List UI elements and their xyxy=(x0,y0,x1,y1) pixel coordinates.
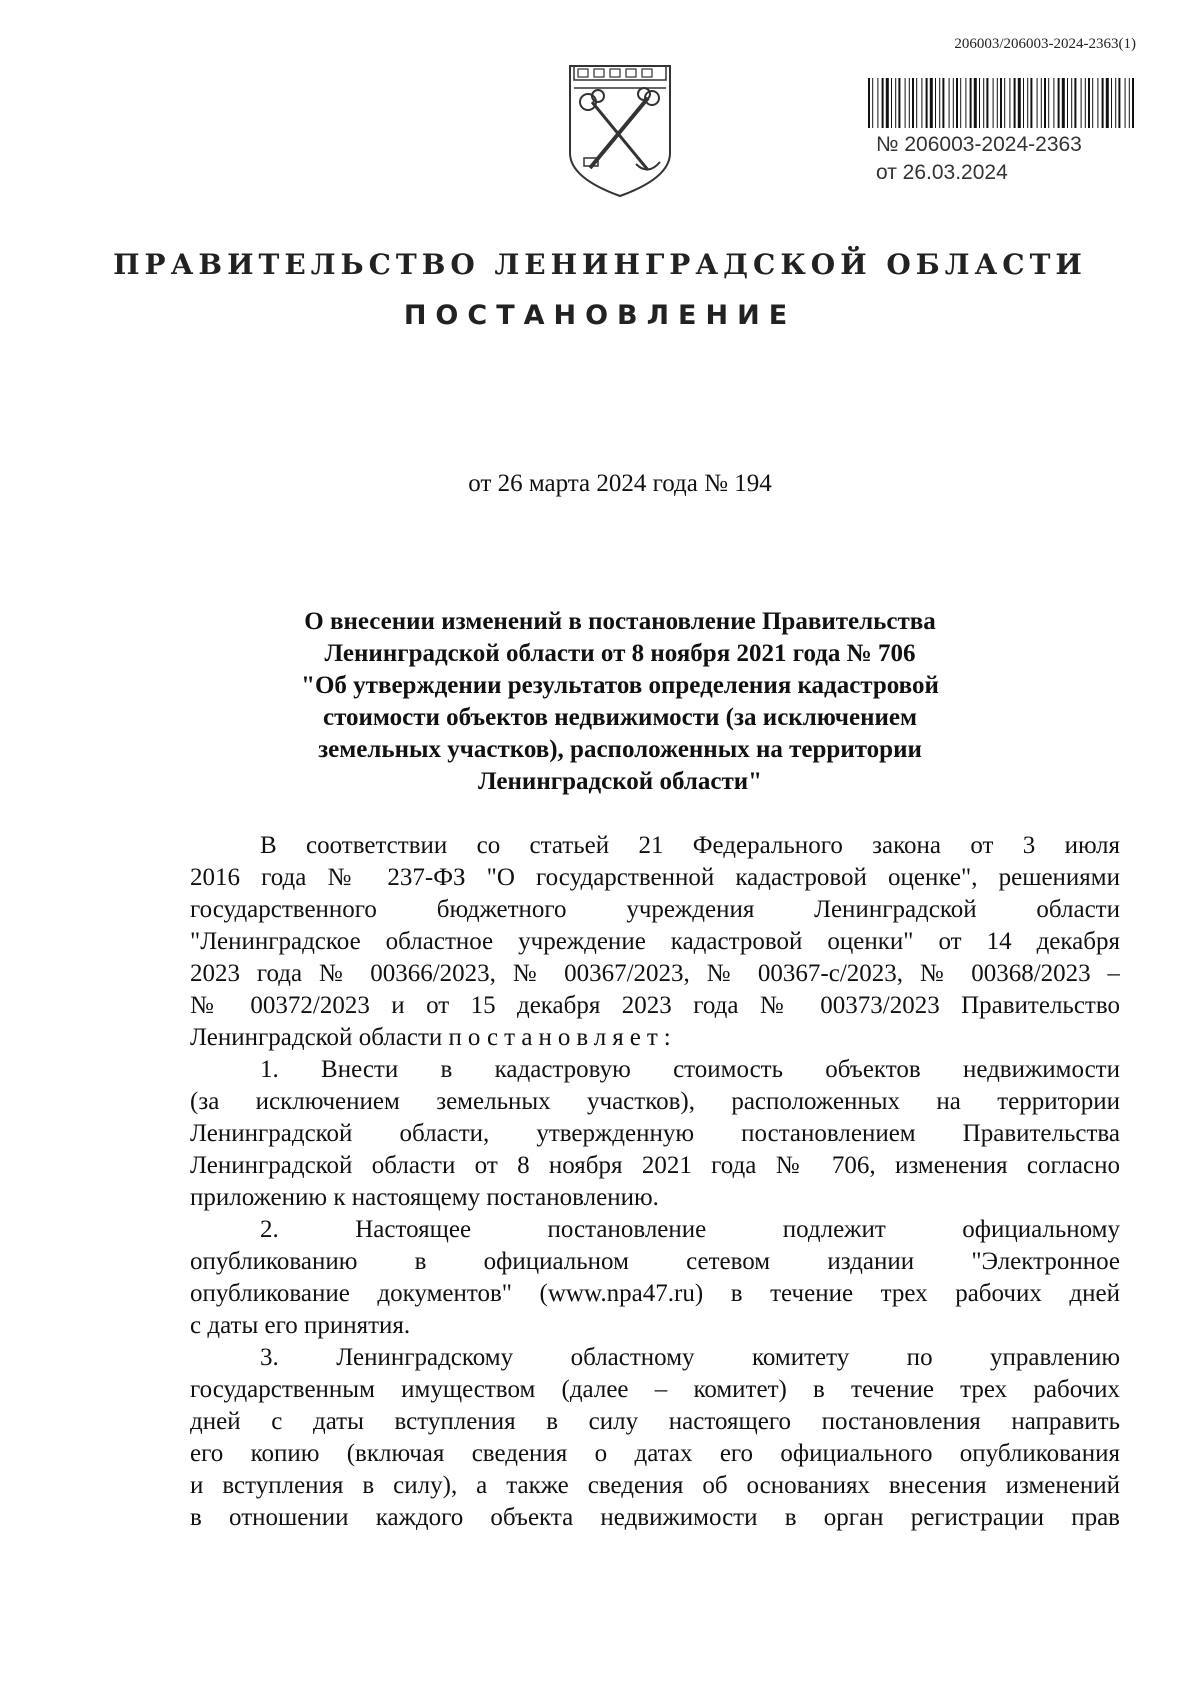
barcode-bar xyxy=(953,78,954,128)
barcode-bar xyxy=(909,78,910,128)
body-line: 1. Внести в кадастровую стоимость объектов недвижимости xyxy=(260,1056,1120,1083)
barcode-bar xyxy=(898,78,900,128)
barcode-bar xyxy=(1023,78,1024,128)
body-line: государственным имуществом (далее – комитет) в течение трех рабочих xyxy=(190,1376,1120,1403)
body-line xyxy=(190,1022,1120,1054)
body-line: 2. Настоящее постановление подлежит официальному xyxy=(260,1216,1120,1243)
barcode-bar xyxy=(1048,78,1049,128)
barcode-bar xyxy=(1081,78,1082,128)
barcode-bar xyxy=(921,78,922,128)
barcode-bar xyxy=(905,78,906,128)
barcode-bar xyxy=(1125,78,1126,128)
barcode-bar xyxy=(965,78,966,128)
barcode-bar xyxy=(912,78,914,128)
barcode-bar xyxy=(1030,78,1032,128)
subject-line: Ленинградской области от 8 ноября 2021 года № 706 xyxy=(324,640,916,667)
barcode-bar xyxy=(979,78,980,128)
preamble-end: Ленинградской области xyxy=(190,1024,443,1051)
body-line: и вступления в силу), а также сведения об основаниях внесения изменений xyxy=(190,1472,1120,1499)
barcode-bar xyxy=(895,78,896,128)
barcode-bar xyxy=(926,78,928,128)
document-id: 206003/206003-2024-2363(1) xyxy=(954,36,1136,52)
barcode-bar xyxy=(916,78,917,128)
barcode xyxy=(868,78,1136,128)
barcode-bar xyxy=(872,78,873,128)
body-line: № 00372/2023 и от 15 декабря 2023 года № 00373/2023 Правительство xyxy=(190,992,1120,1019)
barcode-bar xyxy=(1004,78,1005,128)
barcode-bar xyxy=(891,78,892,128)
barcode-bar xyxy=(886,78,889,128)
body-line: в отношении каждого объекта недвижимости в орган регистрации прав xyxy=(190,1504,1120,1531)
document-body xyxy=(190,830,1120,1534)
barcode-bar xyxy=(1071,78,1072,128)
body-line: 2016 года № 237-ФЗ "О государственной кадастровой оценке", решениями xyxy=(190,864,1120,891)
body-line: опубликование документов" (www.npa47.ru) в течение трех рабочих дней xyxy=(190,1280,1120,1307)
body-line: 3. Ленинградскому областному комитету по управлению xyxy=(260,1344,1120,1371)
barcode-bar xyxy=(1132,78,1134,128)
registration-date: от 26.03.2024 xyxy=(876,161,1008,184)
barcode-bar xyxy=(949,78,950,128)
barcode-bar xyxy=(993,78,994,128)
barcode-bar xyxy=(1009,78,1010,128)
barcode-bar xyxy=(1074,78,1076,128)
subject-line: О внесении изменений в постановление Правительства xyxy=(304,608,936,635)
body-line: его копию (включая сведения о датах его официального опубликования xyxy=(190,1440,1120,1467)
body-line: 2023 года № 00366/2023, № 00367/2023, № 00367-с/2023, № 00368/2023 – xyxy=(190,960,1120,987)
barcode-bar xyxy=(882,78,884,128)
barcode-bar xyxy=(935,78,936,128)
barcode-bar xyxy=(1092,78,1093,128)
body-line: (за исключением земельных участков), расположенных на территории xyxy=(190,1088,1120,1115)
body-line: Ленинградской области, утвержденную постановлением Правительства xyxy=(190,1120,1120,1147)
barcode-bar xyxy=(960,78,961,128)
barcode-bar xyxy=(1115,78,1116,128)
barcode-bar xyxy=(970,78,972,128)
barcode-bar xyxy=(930,78,933,128)
body-line: "Ленинградское областное учреждение кадастровой оценки" от 14 декабря xyxy=(190,928,1120,955)
government-title: ПРАВИТЕЛЬСТВО ЛЕНИНГРАДСКОЙ ОБЛАСТИ xyxy=(113,248,1087,281)
barcode-bar xyxy=(942,78,944,128)
barcode-bar xyxy=(1027,78,1028,128)
barcode-bar xyxy=(1129,78,1130,128)
subject-line: стоимости объектов недвижимости (за исключением xyxy=(322,704,918,731)
body-line: государственного бюджетного учреждения Ленинградской области xyxy=(190,896,1120,923)
barcode-bar xyxy=(1106,78,1109,128)
barcode-bar xyxy=(974,78,977,128)
barcode-bar xyxy=(1014,78,1016,128)
barcode-bar xyxy=(1044,78,1046,128)
barcode-bar xyxy=(1000,78,1002,128)
body-line: с даты его принятия. xyxy=(190,1312,411,1339)
barcode-bar xyxy=(1067,78,1068,128)
barcode-bar xyxy=(939,78,940,128)
document-date: от 26 марта 2024 года № 194 xyxy=(468,470,772,497)
barcode-bar xyxy=(1058,78,1060,128)
barcode-bar xyxy=(956,78,958,128)
barcode-bar xyxy=(1097,78,1098,128)
body-line: приложению к настоящему постановлению. xyxy=(190,1184,659,1211)
coat-of-arms-icon xyxy=(560,58,680,200)
subject-line: земельных участков), расположенных на территории xyxy=(318,736,922,763)
body-line: Ленинградской области от 8 ноября 2021 года № 706, изменения согласно xyxy=(190,1152,1120,1179)
barcode-bar xyxy=(1062,78,1065,128)
barcode-bar xyxy=(983,78,984,128)
subject-line: Ленинградской области" xyxy=(477,768,763,795)
body-line: дней с даты вступления в силу настоящего постановления направить xyxy=(190,1408,1120,1435)
barcode-bar xyxy=(1088,78,1090,128)
barcode-bar xyxy=(1053,78,1054,128)
barcode-bar xyxy=(1018,78,1021,128)
barcode-bar xyxy=(1102,78,1104,128)
barcode-bar xyxy=(1111,78,1112,128)
registration-number: № 206003-2024-2363 xyxy=(876,133,1082,156)
barcode-bar xyxy=(986,78,988,128)
subject-line: "Об утверждении результатов определения кадастровой xyxy=(301,672,939,699)
barcode-bar xyxy=(1085,78,1086,128)
document-subject xyxy=(200,606,1040,798)
body-line: В соответствии со статьей 21 Федерального закона от 3 июля xyxy=(260,832,1120,859)
document-type: ПОСТАНОВЛЕНИЕ xyxy=(403,300,797,331)
barcode-bar xyxy=(997,78,998,128)
barcode-bar xyxy=(1118,78,1120,128)
barcode-bar xyxy=(868,78,870,128)
barcode-bar xyxy=(877,78,878,128)
barcode-bar xyxy=(1037,78,1038,128)
resolves-word: постановляет: xyxy=(448,1024,677,1051)
barcode-bar xyxy=(1041,78,1042,128)
body-line: опубликованию в официальном сетевом издании "Электронное xyxy=(190,1248,1120,1275)
